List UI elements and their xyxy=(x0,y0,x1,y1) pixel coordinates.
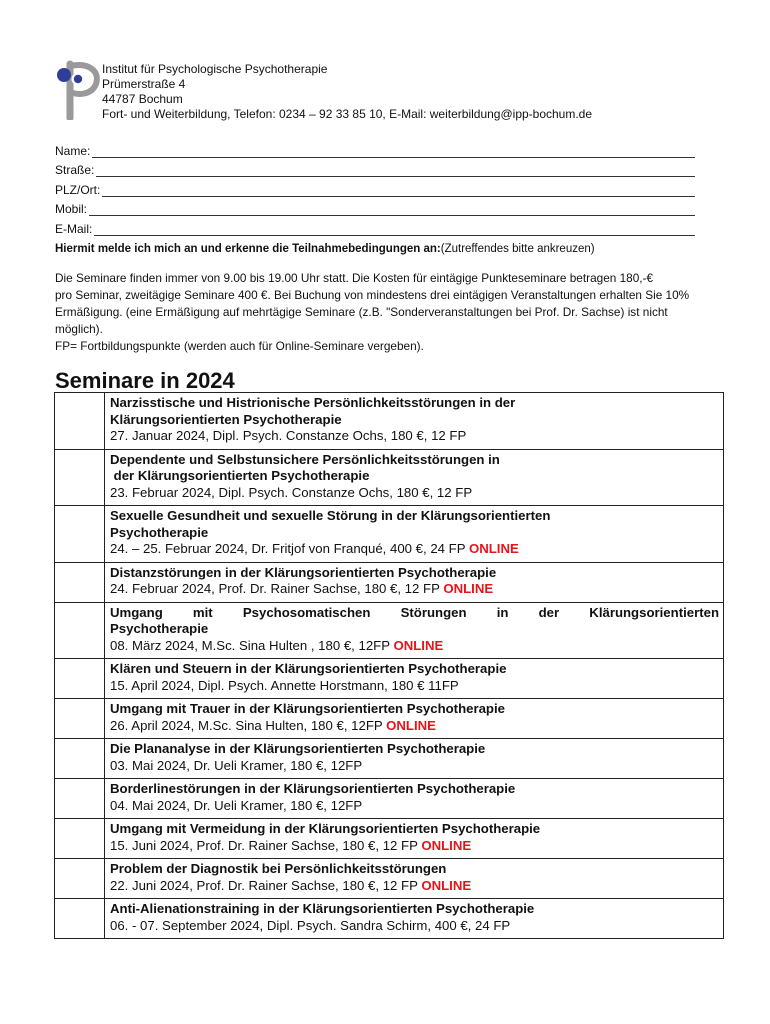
info-line: Die Seminare finden immer von 9.00 bis 19.00 Uhr statt. Die Kosten für eintägige Punkteseminare betragen 180,-€ xyxy=(55,271,654,285)
seminar-details: 23. Februar 2024, Dipl. Psych. Constanze Ochs, 180 €, 12 FP xyxy=(110,484,473,500)
form-field[interactable] xyxy=(55,177,695,197)
declaration-text: Hiermit melde ich mich an und erkenne die Teilnahmebedingungen an: xyxy=(55,243,441,255)
ipp-logo-icon xyxy=(54,58,102,120)
online-badge: ONLINE xyxy=(421,877,472,893)
seminar-checkbox[interactable] xyxy=(55,562,105,602)
form-field[interactable] xyxy=(55,197,695,217)
seminar-row xyxy=(55,899,724,939)
online-badge: ONLINE xyxy=(443,581,494,596)
online-badge: ONLINE xyxy=(386,717,436,733)
seminar-details: 22. Juni 2024, Prof. Dr. Rainer Sachse, 180 €, 12 FP ONLINE xyxy=(110,877,472,893)
seminar-details: 26. April 2024, M.Sc. Sina Hulten, 180 €, 12FP ONLINE xyxy=(110,717,436,733)
seminar-title: der Klärungsorientierten Psychotherapie xyxy=(110,468,370,483)
form-field-label: E-Mail: xyxy=(55,221,93,236)
seminar-title: Umgang mit Trauer in der Klärungsorientierten Psychotherapie xyxy=(110,701,505,716)
seminar-title: Umgang mit Vermeidung in der Klärungsorientierten Psychotherapie xyxy=(110,821,541,836)
seminar-info xyxy=(105,449,724,506)
seminar-title: Psychotherapie xyxy=(110,621,209,636)
seminar-info xyxy=(105,506,724,563)
form-field-line[interactable] xyxy=(94,223,695,236)
seminar-checkbox[interactable] xyxy=(55,602,105,659)
info-line: FP= Fortbildungspunkte (werden auch für Online-Seminare vergeben). xyxy=(55,339,424,353)
seminar-checkbox[interactable] xyxy=(55,859,105,899)
institute-line: 44787 Bochum xyxy=(102,92,183,106)
seminar-checkbox[interactable] xyxy=(55,899,105,939)
seminar-checkbox[interactable] xyxy=(55,506,105,563)
seminar-details: 24. Februar 2024, Prof. Dr. Rainer Sachse, 180 €, 12 FP ONLINE xyxy=(110,581,494,596)
seminar-info xyxy=(105,859,724,899)
seminar-row xyxy=(55,779,724,819)
seminar-checkbox[interactable] xyxy=(55,449,105,506)
seminar-row xyxy=(55,506,724,563)
form-field-line[interactable] xyxy=(92,145,695,158)
seminar-details: 06. - 07. September 2024, Dipl. Psych. Sandra Schirm, 400 €, 24 FP xyxy=(110,917,511,933)
form-field-line[interactable] xyxy=(89,203,695,216)
seminar-checkbox[interactable] xyxy=(55,779,105,819)
seminar-row xyxy=(55,699,724,739)
registration-form xyxy=(55,138,695,236)
seminar-row xyxy=(55,859,724,899)
seminar-row xyxy=(55,659,724,699)
seminar-title: Distanzstörungen in der Klärungsorientierten Psychotherapie xyxy=(110,564,497,580)
seminar-details: 15. Juni 2024, Prof. Dr. Rainer Sachse, 180 €, 12 FP ONLINE xyxy=(110,837,472,853)
form-field-line[interactable] xyxy=(96,164,695,177)
seminar-row xyxy=(55,562,724,602)
seminar-checkbox[interactable] xyxy=(55,819,105,859)
online-badge: ONLINE xyxy=(421,837,472,853)
seminar-row xyxy=(55,602,724,659)
form-field[interactable] xyxy=(55,138,695,158)
seminar-details: 15. April 2024, Dipl. Psych. Annette Horstmann, 180 € 11FP xyxy=(110,677,459,693)
info-line: möglich). xyxy=(55,322,103,336)
seminar-title: Psychotherapie xyxy=(110,524,209,540)
institute-line: Fort- und Weiterbildung, Telefon: 0234 – 92 33 85 10, E-Mail: weiterbildung@ipp-bochum.de xyxy=(102,107,593,121)
seminar-row xyxy=(55,739,724,779)
seminar-checkbox[interactable] xyxy=(55,659,105,699)
seminar-checkbox[interactable] xyxy=(55,393,105,450)
seminar-info xyxy=(105,602,724,659)
seminar-info xyxy=(105,739,724,779)
seminar-title: Narzisstische und Histrionische Persönlichkeitsstörungen in der xyxy=(110,395,516,410)
seminar-row xyxy=(55,393,724,450)
institute-line: Prümerstraße 4 xyxy=(102,77,186,91)
seminar-details: 27. Januar 2024, Dipl. Psych. Constanze Ochs, 180 €, 12 FP xyxy=(110,428,467,443)
declaration-note: (Zutreffendes bitte ankreuzen) xyxy=(440,243,595,255)
online-badge: ONLINE xyxy=(468,541,519,556)
seminar-row xyxy=(55,819,724,859)
seminar-title: Die Plananalyse in der Klärungsorientierten Psychotherapie xyxy=(110,741,486,756)
seminar-title: Dependente und Selbstunsichere Persönlichkeitsstörungen in xyxy=(110,451,500,467)
seminar-title: Borderlinestörungen in der Klärungsorientierten Psychotherapie xyxy=(110,781,516,796)
info-line: pro Seminar, zweitägige Seminare 400 €. Bei Buchung von mindestens drei eintägigen Veranstaltungen erhalten Sie 10% xyxy=(55,288,690,302)
seminar-row xyxy=(55,449,724,506)
seminar-checkbox[interactable] xyxy=(55,739,105,779)
online-badge: ONLINE xyxy=(393,637,444,653)
form-field-label: PLZ/Ort: xyxy=(55,182,101,197)
form-field-label: Straße: xyxy=(55,163,95,177)
section-title: Seminare in 2024 xyxy=(55,368,235,393)
seminar-info xyxy=(105,819,724,859)
form-field-label: Name: xyxy=(55,143,91,158)
form-field-label: Mobil: xyxy=(55,202,88,216)
form-field-line[interactable] xyxy=(102,184,695,197)
seminar-details: 24. – 25. Februar 2024, Dr. Fritjof von Franqué, 400 €, 24 FP ONLINE xyxy=(110,541,519,556)
info-line: Ermäßigung. (eine Ermäßigung auf mehrtägige Seminare (z.B. "Sonderveranstaltungen bei Prof. Dr. Sachse) ist nicht xyxy=(55,305,668,319)
seminar-info xyxy=(105,562,724,602)
seminar-title: Umgang mit Psychosomatischen Störungen in der Klärungsorientierten xyxy=(110,604,719,620)
seminar-details: 08. März 2024, M.Sc. Sina Hulten , 180 €, 12FP ONLINE xyxy=(110,637,444,653)
institute-line: Institut für Psychologische Psychotherapie xyxy=(102,62,328,76)
seminar-info xyxy=(105,779,724,819)
institute-address xyxy=(102,62,592,122)
seminar-title: Klärungsorientierten Psychotherapie xyxy=(110,411,342,427)
seminar-title: Anti-Alienationstraining in der Klärungsorientierten Psychotherapie xyxy=(110,901,535,916)
seminar-info xyxy=(105,659,724,699)
form-field[interactable] xyxy=(55,216,695,236)
seminar-info xyxy=(105,899,724,939)
seminar-details: 04. Mai 2024, Dr. Ueli Kramer, 180 €, 12FP xyxy=(110,797,363,813)
institute-header xyxy=(54,58,734,128)
seminar-details: 03. Mai 2024, Dr. Ueli Kramer, 180 €, 12FP xyxy=(110,757,363,773)
seminar-title: Sexuelle Gesundheit und sexuelle Störung in der Klärungsorientierten xyxy=(110,508,551,523)
form-field[interactable] xyxy=(55,158,695,178)
seminar-table xyxy=(54,392,724,939)
declaration xyxy=(55,243,595,255)
seminar-info xyxy=(105,393,724,450)
info-text xyxy=(55,270,755,355)
seminar-title: Klären und Steuern in der Klärungsorientierten Psychotherapie xyxy=(110,661,507,676)
seminar-title: Problem der Diagnostik bei Persönlichkeitsstörungen xyxy=(110,861,447,876)
seminar-info xyxy=(105,699,724,739)
seminar-checkbox[interactable] xyxy=(55,699,105,739)
